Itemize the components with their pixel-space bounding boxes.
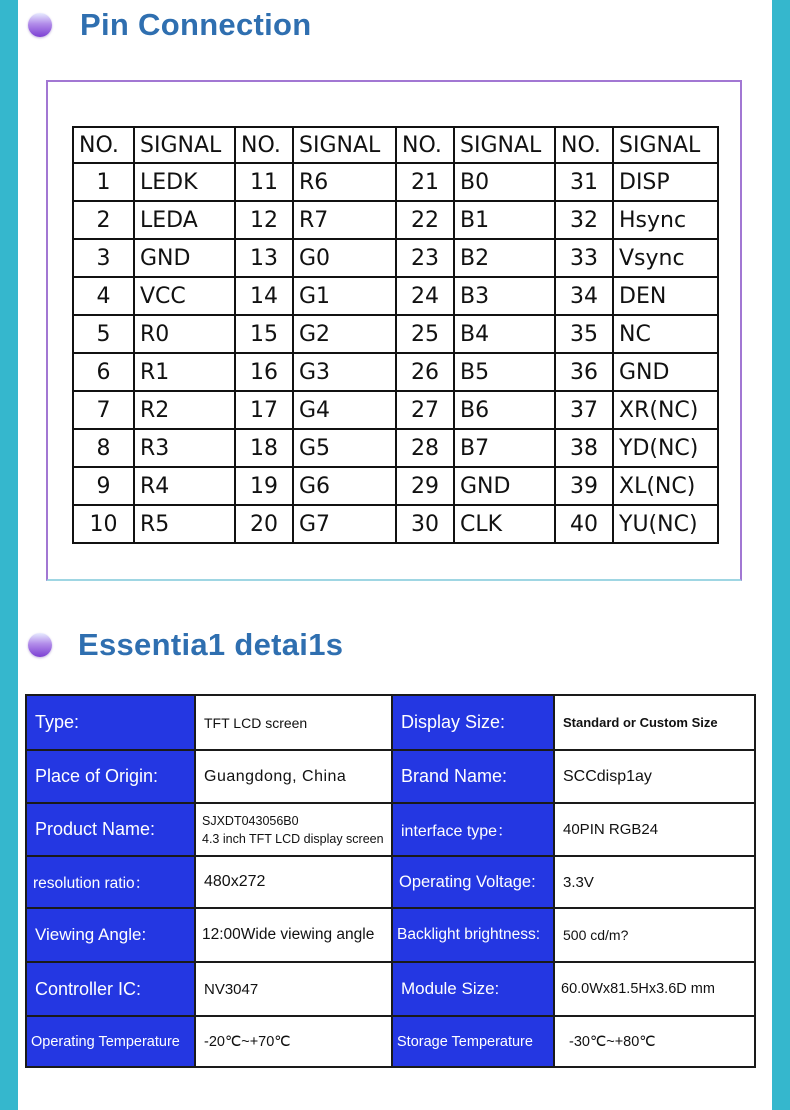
- pin-signal-cell: B4: [454, 315, 555, 353]
- pin-number-cell: 30: [396, 505, 454, 543]
- display-size-value: Standard or Custom Size: [554, 695, 755, 750]
- pin-number-cell: 4: [73, 277, 134, 315]
- pin-signal-cell: G1: [293, 277, 396, 315]
- bullet-dot-icon: [28, 13, 52, 37]
- pin-signal-cell: GND: [134, 239, 235, 277]
- pin-number-cell: 14: [235, 277, 293, 315]
- viewing-angle-label: Viewing Angle:: [26, 908, 195, 962]
- pin-signal-cell: G0: [293, 239, 396, 277]
- viewing-angle-value: 12:00Wide viewing angle: [195, 908, 392, 962]
- pin-number-cell: 1: [73, 163, 134, 201]
- pin-number-cell: 39: [555, 467, 613, 505]
- pin-signal-cell: CLK: [454, 505, 555, 543]
- pin-signal-cell: R5: [134, 505, 235, 543]
- pin-row: [73, 201, 718, 239]
- product-name-label: Product Name:: [26, 803, 195, 856]
- header-cell: NO.: [73, 127, 134, 163]
- operating-voltage-value: 3.3V: [554, 856, 755, 908]
- pin-number-cell: 29: [396, 467, 454, 505]
- pin-number-cell: 35: [555, 315, 613, 353]
- pin-signal-cell: B6: [454, 391, 555, 429]
- essential-details-table: [25, 694, 756, 1068]
- pin-number-cell: 8: [73, 429, 134, 467]
- pin-signal-cell: G6: [293, 467, 396, 505]
- pin-signal-cell: GND: [613, 353, 718, 391]
- pin-signal-cell: R7: [293, 201, 396, 239]
- pin-connection-title: Pin Connection: [80, 7, 312, 42]
- pin-signal-cell: NC: [613, 315, 718, 353]
- pin-number-cell: 34: [555, 277, 613, 315]
- pin-number-cell: 31: [555, 163, 613, 201]
- module-size-value: 60.0Wx81.5Hx3.6D mm: [554, 962, 755, 1016]
- type-value: TFT LCD screen: [195, 695, 392, 750]
- brand-name-value: SCCdisp1ay: [554, 750, 755, 803]
- pin-number-cell: 33: [555, 239, 613, 277]
- controller-ic-value: NV3047: [195, 962, 392, 1016]
- module-size-label: Module Size:: [392, 962, 554, 1016]
- pin-signal-cell: R0: [134, 315, 235, 353]
- operating-temperature-value: -20℃~+70℃: [195, 1016, 392, 1067]
- operating-temperature-label: Operating Temperature: [26, 1016, 195, 1067]
- pin-number-cell: 25: [396, 315, 454, 353]
- pin-number-cell: 19: [235, 467, 293, 505]
- pin-number-cell: 26: [396, 353, 454, 391]
- pin-row: [73, 429, 718, 467]
- pin-connection-table: [72, 126, 719, 544]
- pin-number-cell: 13: [235, 239, 293, 277]
- backlight-brightness-value: 500 cd/m?: [554, 908, 755, 962]
- storage-temperature-value: -30℃~+80℃: [554, 1016, 755, 1067]
- header-cell: SIGNAL: [134, 127, 235, 163]
- header-cell: SIGNAL: [454, 127, 555, 163]
- pin-signal-cell: R2: [134, 391, 235, 429]
- pin-signal-cell: GND: [454, 467, 555, 505]
- pin-signal-cell: B1: [454, 201, 555, 239]
- header-cell: NO.: [235, 127, 293, 163]
- pin-signal-cell: Hsync: [613, 201, 718, 239]
- pin-signal-cell: G5: [293, 429, 396, 467]
- pin-row: [73, 163, 718, 201]
- details-row: [26, 803, 755, 856]
- details-row: [26, 856, 755, 908]
- pin-row: [73, 277, 718, 315]
- pin-number-cell: 23: [396, 239, 454, 277]
- pin-number-cell: 38: [555, 429, 613, 467]
- pin-signal-cell: R3: [134, 429, 235, 467]
- type-label: Type:: [26, 695, 195, 750]
- details-row: [26, 750, 755, 803]
- product-description-text: 4.3 inch TFT LCD display screen: [202, 831, 384, 846]
- pin-number-cell: 16: [235, 353, 293, 391]
- product-name-value: [195, 803, 392, 856]
- pin-number-cell: 2: [73, 201, 134, 239]
- pin-row: [73, 505, 718, 543]
- pin-number-cell: 10: [73, 505, 134, 543]
- controller-ic-label: Controller IC:: [26, 962, 195, 1016]
- pin-number-cell: 18: [235, 429, 293, 467]
- pin-number-cell: 27: [396, 391, 454, 429]
- place-of-origin-value: Guangdong, China: [195, 750, 392, 803]
- left-accent-bar: [0, 0, 18, 1110]
- pin-row: [73, 467, 718, 505]
- header-cell: NO.: [555, 127, 613, 163]
- resolution-ratio-value: 480x272: [195, 856, 392, 908]
- pin-number-cell: 7: [73, 391, 134, 429]
- pin-signal-cell: R1: [134, 353, 235, 391]
- pin-signal-cell: G4: [293, 391, 396, 429]
- pin-number-cell: 36: [555, 353, 613, 391]
- essential-details-heading: [28, 620, 343, 670]
- header-cell: SIGNAL: [293, 127, 396, 163]
- pin-row: [73, 239, 718, 277]
- pin-number-cell: 24: [396, 277, 454, 315]
- pin-signal-cell: XL(NC): [613, 467, 718, 505]
- pin-number-cell: 32: [555, 201, 613, 239]
- pin-row: [73, 315, 718, 353]
- pin-table-header-row: [73, 127, 718, 163]
- pin-signal-cell: B7: [454, 429, 555, 467]
- pin-number-cell: 6: [73, 353, 134, 391]
- pin-number-cell: 28: [396, 429, 454, 467]
- storage-temperature-label: Storage Temperature: [392, 1016, 554, 1067]
- product-model-text: SJXDT043056B0: [202, 813, 299, 828]
- pin-signal-cell: Vsync: [613, 239, 718, 277]
- pin-number-cell: 12: [235, 201, 293, 239]
- essential-details-title: Essentia1 detai1s: [78, 627, 344, 662]
- pin-signal-cell: VCC: [134, 277, 235, 315]
- pin-connection-heading: [28, 0, 312, 50]
- brand-name-label: Brand Name:: [392, 750, 554, 803]
- pin-row: [73, 391, 718, 429]
- bullet-dot-icon: [28, 633, 52, 657]
- pin-number-cell: 20: [235, 505, 293, 543]
- pin-signal-cell: DISP: [613, 163, 718, 201]
- pin-number-cell: 11: [235, 163, 293, 201]
- backlight-brightness-label: Backlight brightness:: [392, 908, 554, 962]
- pin-signal-cell: LEDK: [134, 163, 235, 201]
- display-size-label: Display Size:: [392, 695, 554, 750]
- pin-signal-cell: LEDA: [134, 201, 235, 239]
- pin-number-cell: 37: [555, 391, 613, 429]
- pin-signal-cell: B5: [454, 353, 555, 391]
- pin-number-cell: 3: [73, 239, 134, 277]
- pin-signal-cell: G3: [293, 353, 396, 391]
- details-row: [26, 908, 755, 962]
- right-accent-bar: [772, 0, 790, 1110]
- pin-signal-cell: B2: [454, 239, 555, 277]
- pin-signal-cell: R6: [293, 163, 396, 201]
- pin-signal-cell: G7: [293, 505, 396, 543]
- pin-signal-cell: YD(NC): [613, 429, 718, 467]
- pin-signal-cell: XR(NC): [613, 391, 718, 429]
- details-row: [26, 695, 755, 750]
- interface-type-value: 40PIN RGB24: [554, 803, 755, 856]
- pin-row: [73, 353, 718, 391]
- pin-signal-cell: R4: [134, 467, 235, 505]
- interface-type-label: interface type：: [392, 803, 554, 856]
- pin-signal-cell: G2: [293, 315, 396, 353]
- operating-voltage-label: Operating Voltage:: [392, 856, 554, 908]
- resolution-ratio-label: resolution ratio：: [26, 856, 195, 908]
- place-of-origin-label: Place of Origin:: [26, 750, 195, 803]
- pin-signal-cell: YU(NC): [613, 505, 718, 543]
- details-row: [26, 962, 755, 1016]
- pin-signal-cell: DEN: [613, 277, 718, 315]
- pin-number-cell: 17: [235, 391, 293, 429]
- pin-number-cell: 9: [73, 467, 134, 505]
- pin-number-cell: 22: [396, 201, 454, 239]
- header-cell: NO.: [396, 127, 454, 163]
- pin-number-cell: 15: [235, 315, 293, 353]
- pin-number-cell: 21: [396, 163, 454, 201]
- pin-signal-cell: B0: [454, 163, 555, 201]
- pin-signal-cell: B3: [454, 277, 555, 315]
- pin-number-cell: 5: [73, 315, 134, 353]
- details-row: [26, 1016, 755, 1067]
- pin-number-cell: 40: [555, 505, 613, 543]
- header-cell: SIGNAL: [613, 127, 718, 163]
